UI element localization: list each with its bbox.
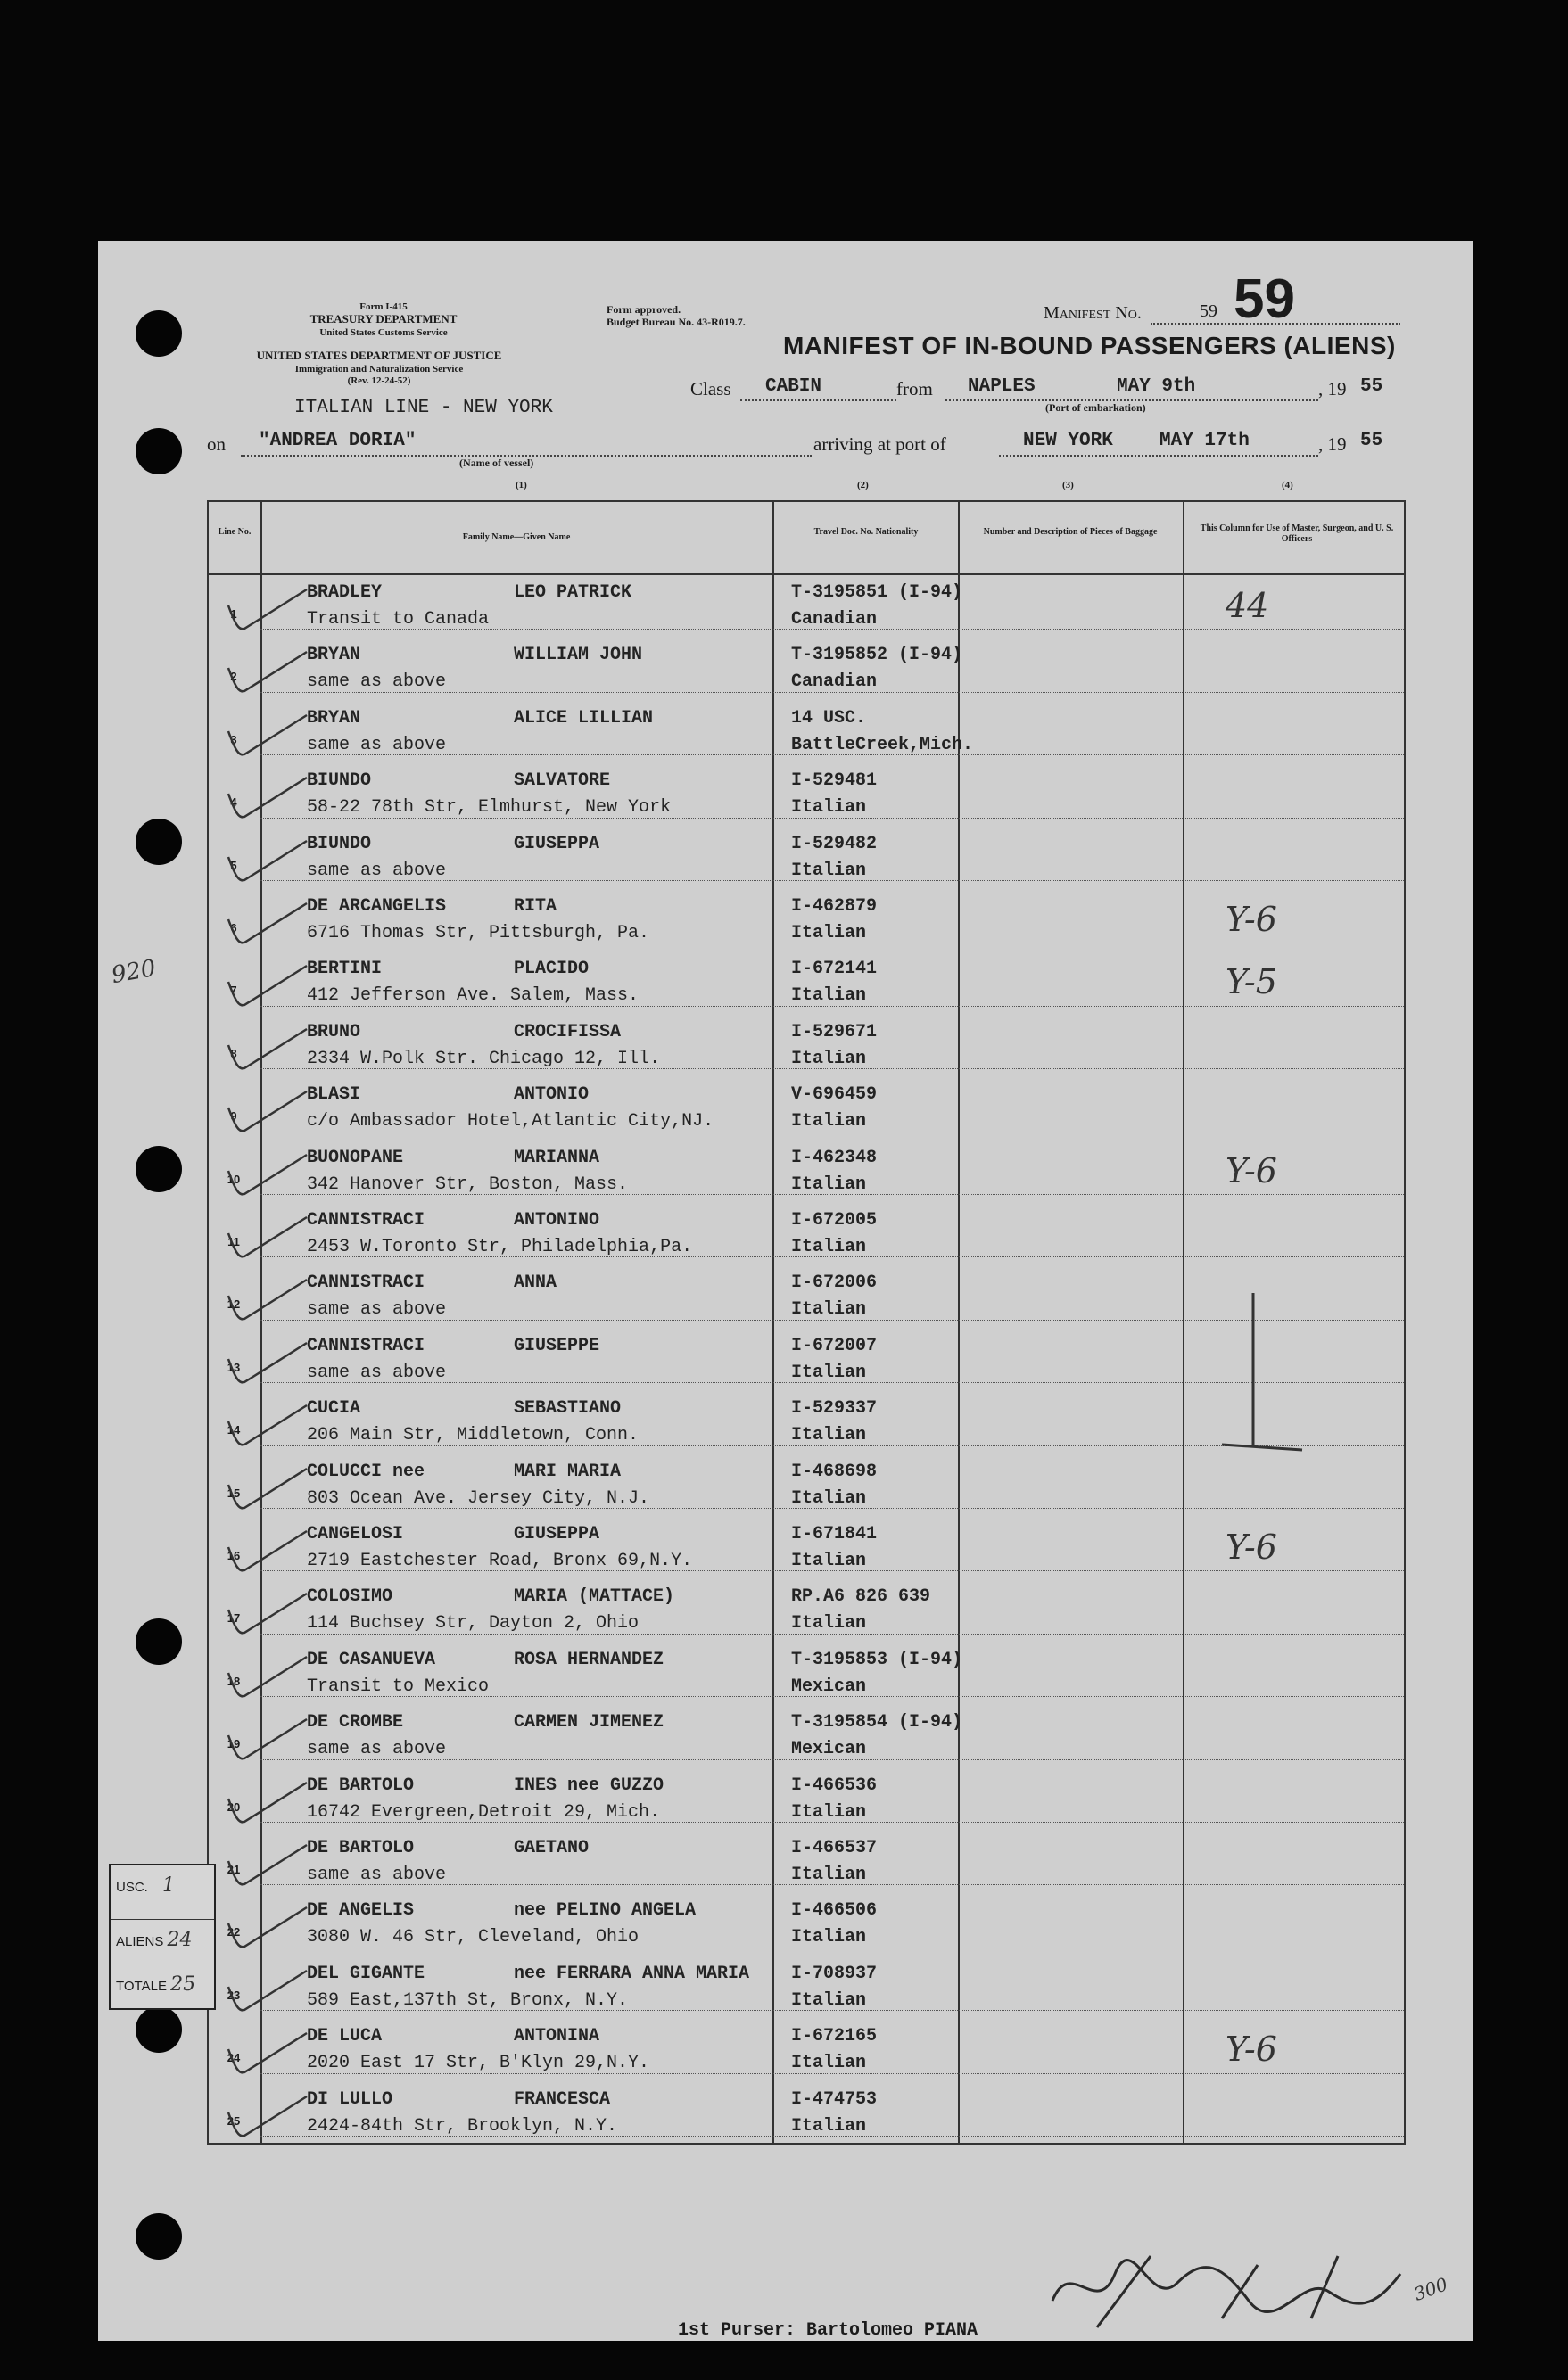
table-row — [209, 573, 1404, 636]
given-name: FRANCESCA — [514, 2088, 611, 2110]
address: same as above — [307, 860, 447, 881]
nationality: Canadian — [791, 609, 878, 630]
family-name: BLASI — [307, 1084, 361, 1106]
nationality: Italian — [791, 1927, 867, 1948]
given-name: GAETANO — [514, 1838, 590, 1858]
line-number: 14 — [227, 1423, 241, 1437]
punch-hole — [136, 310, 182, 357]
given-name: ANTONIO — [514, 1084, 590, 1106]
vessel-caption: (Name of vessel) — [459, 457, 534, 469]
nationality: Italian — [791, 1237, 867, 1257]
table-row — [209, 1891, 1404, 1954]
nationality: Italian — [791, 1989, 867, 2011]
family-name: CANGELOSI — [307, 1524, 404, 1544]
family-name: CANNISTRACI — [307, 1335, 425, 1356]
punch-hole — [136, 428, 182, 474]
line-number: 2 — [230, 670, 237, 684]
table-row — [209, 1515, 1404, 1577]
nationality: Italian — [791, 1299, 867, 1321]
line-number: 12 — [227, 1297, 241, 1312]
line-number: 8 — [230, 1046, 237, 1060]
table-row — [209, 1013, 1404, 1075]
check-mark — [227, 2088, 316, 2141]
travel-doc-number: I-474753 — [791, 2088, 878, 2110]
manifest-label: Manifest No. — [1044, 303, 1142, 323]
header-baggage: Number and Description of Pieces of Baggage — [983, 527, 1158, 537]
family-name: CANNISTRACI — [307, 1272, 425, 1294]
travel-doc-number: V-696459 — [791, 1084, 878, 1106]
table-row — [209, 825, 1404, 887]
family-name: BUONOPANE — [307, 1147, 404, 1168]
address: Transit to Canada — [307, 609, 490, 630]
address: 412 Jefferson Ave. Salem, Mass. — [307, 985, 640, 1007]
nationality: Italian — [791, 860, 867, 881]
address: 2424-84th Str, Brooklyn, N.Y. — [307, 2115, 618, 2137]
line-number: 19 — [227, 1737, 241, 1751]
total-label: TOTALE — [116, 1979, 167, 1994]
given-name: MARIANNA — [514, 1147, 600, 1168]
punch-hole — [136, 819, 182, 865]
travel-doc-number: I-672007 — [791, 1335, 878, 1356]
table-row — [209, 887, 1404, 950]
nationality: Canadian — [791, 671, 878, 693]
check-mark — [227, 1710, 316, 1764]
line-number: 6 — [230, 921, 237, 935]
address: 589 East,137th St, Bronx, N.Y. — [307, 1989, 629, 2011]
line-number: 24 — [227, 2051, 241, 2065]
nationality: Italian — [791, 1613, 867, 1635]
nationality: Italian — [791, 1174, 867, 1195]
line-number: 3 — [230, 732, 237, 746]
travel-doc-number: I-462879 — [791, 896, 878, 917]
travel-doc-number: I-466536 — [791, 1775, 878, 1796]
travel-doc-number: T-3195853 (I-94) — [791, 1649, 963, 1670]
address: same as above — [307, 734, 447, 755]
family-name: BRYAN — [307, 645, 361, 666]
handwritten-bracket — [1213, 1284, 1320, 1462]
given-name: CARMEN JIMENEZ — [514, 1712, 664, 1734]
line-number: 22 — [227, 1925, 241, 1939]
given-name: nee FERRARA ANNA MARIA — [514, 1963, 750, 1984]
arriving-port: NEW YORK — [1023, 431, 1113, 451]
address: 114 Buchsey Str, Dayton 2, Ohio — [307, 1613, 640, 1635]
family-name: DE CROMBE — [307, 1712, 404, 1734]
address: 3080 W. 46 Str, Cleveland, Ohio — [307, 1927, 640, 1948]
travel-doc-number: 14 USC. — [791, 707, 867, 729]
table-row — [209, 762, 1404, 824]
arriving-label: arriving at port of — [813, 433, 946, 455]
check-mark — [227, 1396, 316, 1450]
check-mark — [227, 1083, 316, 1136]
travel-doc-number: I-672141 — [791, 959, 878, 980]
customs-service: United States Customs Service — [319, 327, 448, 338]
family-name: DEL GIGANTE — [307, 1963, 425, 1984]
purser-line: 1st Purser: Bartolomeo PIANA — [678, 2320, 978, 2341]
check-mark — [227, 581, 316, 634]
travel-doc-number: I-466506 — [791, 1900, 878, 1922]
punch-hole — [136, 2006, 182, 2053]
travel-doc-number: T-3195854 (I-94) — [791, 1712, 963, 1734]
given-name: ROSA HERNANDEZ — [514, 1649, 664, 1670]
family-name: BERTINI — [307, 959, 383, 980]
vessel-name: "ANDREA DORIA" — [259, 431, 417, 451]
line-number: 16 — [227, 1549, 241, 1562]
given-name: SEBASTIANO — [514, 1398, 622, 1420]
travel-doc-number: I-529482 — [791, 833, 878, 854]
address: same as above — [307, 1299, 447, 1321]
officer-note: Y-5 — [1226, 962, 1277, 1002]
budget-bureau: Budget Bureau No. 43-R019.7. — [607, 316, 746, 328]
table-row — [209, 2017, 1404, 2079]
nationality: Italian — [791, 2115, 867, 2137]
line-number: 25 — [227, 2113, 241, 2128]
nationality: Mexican — [791, 1676, 867, 1697]
family-name: DE ANGELIS — [307, 1900, 415, 1922]
line-number: 10 — [227, 1172, 241, 1186]
check-mark — [227, 1208, 316, 1262]
from-date: MAY 9th — [1117, 376, 1196, 397]
given-name: GIUSEPPA — [514, 1524, 600, 1544]
header-officers: This Column for Use of Master, Surgeon, and U. S. Officers — [1200, 523, 1394, 544]
check-mark — [227, 1648, 316, 1701]
address: 2453 W.Toronto Str, Philadelphia,Pa. — [307, 1237, 693, 1257]
column-number-2: (2) — [857, 480, 869, 490]
check-mark — [227, 1146, 316, 1199]
given-name: GIUSEPPE — [514, 1335, 600, 1356]
given-name: ALICE LILLIAN — [514, 707, 654, 729]
table-row — [209, 636, 1404, 698]
address: 16742 Evergreen,Detroit 29, Mich. — [307, 1801, 661, 1823]
class-value: CABIN — [765, 376, 822, 397]
check-mark — [227, 1334, 316, 1388]
column-number-4: (4) — [1282, 480, 1293, 490]
shipping-line: ITALIAN LINE - NEW YORK — [294, 398, 553, 418]
travel-doc-number: RP.A6 826 639 — [791, 1586, 931, 1608]
official-signature — [1044, 2238, 1454, 2345]
address: same as above — [307, 1739, 447, 1760]
given-name: INES nee GUZZO — [514, 1775, 664, 1796]
nationality: Italian — [791, 1425, 867, 1446]
family-name: BRYAN — [307, 707, 361, 729]
given-name: ANNA — [514, 1272, 557, 1294]
given-name: PLACIDO — [514, 959, 590, 980]
given-name: ANTONINA — [514, 2026, 600, 2047]
manifest-number-small: 59 — [1200, 301, 1217, 321]
address: same as above — [307, 671, 447, 693]
line-number: 5 — [230, 858, 237, 872]
officer-note: Y-6 — [1226, 2030, 1277, 2070]
check-mark — [227, 769, 316, 822]
on-label: on — [207, 433, 226, 455]
margin-note: 920 — [109, 954, 158, 990]
form-approved: Form approved. — [607, 303, 681, 316]
punch-hole — [136, 1146, 182, 1192]
given-name: LEO PATRICK — [514, 582, 632, 603]
table-row — [209, 1139, 1404, 1201]
table-row — [209, 1577, 1404, 1640]
travel-doc-number: T-3195851 (I-94) — [791, 582, 963, 603]
nationality: Italian — [791, 797, 867, 819]
line-number: 4 — [230, 795, 237, 810]
given-name: WILLIAM JOHN — [514, 645, 643, 666]
officer-note: Y-6 — [1226, 1528, 1277, 1567]
address: 2020 East 17 Str, B'Klyn 29,N.Y. — [307, 2053, 650, 2074]
line-number: 15 — [227, 1486, 241, 1500]
travel-doc-number: I-708937 — [791, 1963, 878, 1984]
nationality: Italian — [791, 1487, 867, 1509]
line-number: 18 — [227, 1674, 241, 1688]
aliens-count: 24 — [167, 1929, 193, 1951]
nationality: Italian — [791, 985, 867, 1007]
line-number: 11 — [227, 1235, 240, 1248]
nationality: Italian — [791, 2053, 867, 2074]
family-name: BIUNDO — [307, 770, 372, 792]
travel-doc-number: I-672005 — [791, 1210, 878, 1231]
check-mark — [227, 832, 316, 885]
address: 58-22 78th Str, Elmhurst, New York — [307, 797, 672, 819]
address: 803 Ocean Ave. Jersey City, N.J. — [307, 1487, 650, 1509]
class-label: Class — [690, 378, 731, 399]
line-number: 1 — [230, 607, 237, 621]
family-name: BRUNO — [307, 1021, 361, 1042]
usc-label: USC. — [116, 1880, 148, 1895]
justice-department: UNITED STATES DEPARTMENT OF JUSTICE — [256, 349, 502, 362]
given-name: MARIA (MATTACE) — [514, 1586, 675, 1608]
check-mark — [227, 1271, 316, 1324]
address: 342 Hanover Str, Boston, Mass. — [307, 1174, 629, 1195]
check-mark — [227, 706, 316, 760]
year-prefix-2: , 19 — [1318, 433, 1347, 455]
ins-service: Immigration and Naturalization Service — [294, 364, 464, 375]
address: Transit to Mexico — [307, 1676, 490, 1697]
address: 206 Main Str, Middletown, Conn. — [307, 1425, 640, 1446]
line-number: 13 — [227, 1360, 241, 1374]
family-name: DE CASANUEVA — [307, 1649, 436, 1670]
address: same as above — [307, 1865, 447, 1885]
manifest-number: 59 — [1234, 268, 1295, 330]
nationality: Italian — [791, 1865, 867, 1885]
family-name: BIUNDO — [307, 833, 372, 854]
year-1: 55 — [1360, 376, 1383, 397]
travel-doc-number: I-529337 — [791, 1398, 878, 1420]
check-mark — [227, 957, 316, 1010]
address: same as above — [307, 1362, 447, 1383]
revision-date: (Rev. 12-24-52) — [347, 375, 411, 386]
travel-doc-number: I-672165 — [791, 2026, 878, 2047]
punch-hole — [136, 2213, 182, 2260]
travel-doc-number: I-529481 — [791, 770, 878, 792]
form-number: Form I-415 — [359, 301, 408, 312]
check-mark — [227, 643, 316, 696]
aliens-label: ALIENS — [116, 1934, 164, 1949]
travel-doc-number: I-671841 — [791, 1524, 878, 1544]
from-port: NAPLES — [968, 376, 1036, 397]
nationality: Italian — [791, 1362, 867, 1383]
travel-doc-number: I-672006 — [791, 1272, 878, 1294]
check-mark — [227, 1522, 316, 1576]
given-name: CROCIFISSA — [514, 1021, 622, 1042]
address: 2334 W.Polk Str. Chicago 12, Ill. — [307, 1048, 661, 1069]
family-name: DE BARTOLO — [307, 1775, 415, 1796]
family-name: CUCIA — [307, 1398, 361, 1420]
table-row — [209, 1075, 1404, 1138]
given-name: MARI MARIA — [514, 1461, 622, 1482]
nationality: Italian — [791, 1551, 867, 1571]
family-name: COLOSIMO — [307, 1586, 393, 1608]
line-number: 17 — [227, 1611, 241, 1626]
table-row — [209, 699, 1404, 762]
given-name: GIUSEPPA — [514, 833, 600, 854]
check-mark — [227, 1962, 316, 2015]
officer-note: Y-6 — [1226, 900, 1277, 939]
header-name: Family Name—Given Name — [462, 532, 571, 542]
given-name: SALVATORE — [514, 770, 611, 792]
travel-doc-number: I-466537 — [791, 1838, 878, 1858]
officer-note: 44 — [1226, 586, 1269, 625]
family-name: BRADLEY — [307, 582, 383, 603]
family-name: DE ARCANGELIS — [307, 896, 447, 917]
line-number: 23 — [227, 1988, 241, 2002]
year-prefix: , 19 — [1318, 378, 1347, 399]
nationality: Italian — [791, 1801, 867, 1823]
table-row — [209, 1829, 1404, 1891]
travel-doc-number: I-529671 — [791, 1021, 878, 1042]
travel-doc-number: I-462348 — [791, 1147, 878, 1168]
header-line-no: Line No. — [218, 527, 252, 537]
officer-note: Y-6 — [1226, 1150, 1277, 1190]
address: 2719 Eastchester Road, Bronx 69,N.Y. — [307, 1551, 693, 1571]
check-mark — [227, 2024, 316, 2078]
table-row — [209, 1703, 1404, 1766]
port-caption: (Port of embarkation) — [1045, 401, 1146, 414]
table-row — [209, 950, 1404, 1012]
travel-doc-number: I-468698 — [791, 1461, 878, 1482]
punch-hole — [136, 1618, 182, 1665]
year-2: 55 — [1360, 431, 1383, 451]
from-label: from — [896, 378, 933, 399]
table-row — [209, 1955, 1404, 2017]
table-row — [209, 1766, 1404, 1829]
nationality: Italian — [791, 1048, 867, 1069]
nationality: Italian — [791, 1111, 867, 1132]
given-name: ANTONINO — [514, 1210, 600, 1231]
tally-box — [109, 1864, 216, 2010]
given-name: nee PELINO ANGELA — [514, 1900, 697, 1922]
check-mark — [227, 1898, 316, 1952]
check-mark — [227, 1774, 316, 1827]
line-number: 9 — [230, 1109, 237, 1124]
arriving-date: MAY 17th — [1159, 431, 1250, 451]
family-name: DE BARTOLO — [307, 1838, 415, 1858]
table-row — [209, 2080, 1404, 2143]
check-mark — [227, 1460, 316, 1513]
given-name: RITA — [514, 896, 557, 917]
table-row — [209, 1201, 1404, 1264]
family-name: DI LULLO — [307, 2088, 393, 2110]
line-number: 21 — [227, 1863, 241, 1876]
line-number: 7 — [230, 984, 237, 998]
family-name: COLUCCI nee — [307, 1461, 425, 1482]
nationality: Mexican — [791, 1739, 867, 1760]
family-name: DE LUCA — [307, 2026, 383, 2047]
header-travel-doc: Travel Doc. No. Nationality — [813, 527, 919, 537]
address: c/o Ambassador Hotel,Atlantic City,NJ. — [307, 1111, 714, 1132]
treasury-department: TREASURY DEPARTMENT — [309, 312, 458, 325]
check-mark — [227, 894, 316, 948]
signature-note: 300 — [1411, 2273, 1451, 2305]
check-mark — [227, 1585, 316, 1638]
address: 6716 Thomas Str, Pittsburgh, Pa. — [307, 923, 650, 943]
nationality: BattleCreek,Mich. — [791, 734, 974, 755]
total-count: 25 — [170, 1973, 196, 1996]
manifest-title: MANIFEST OF IN-BOUND PASSENGERS (ALIENS) — [783, 332, 1396, 359]
check-mark — [227, 1836, 316, 1890]
usc-count: 1 — [162, 1874, 176, 1897]
table-row — [209, 1641, 1404, 1703]
family-name: CANNISTRACI — [307, 1210, 425, 1231]
travel-doc-number: T-3195852 (I-94) — [791, 645, 963, 666]
nationality: Italian — [791, 923, 867, 943]
column-number-3: (3) — [1062, 480, 1074, 490]
column-number-1: (1) — [516, 480, 527, 490]
check-mark — [227, 1020, 316, 1074]
line-number: 20 — [227, 1799, 241, 1814]
